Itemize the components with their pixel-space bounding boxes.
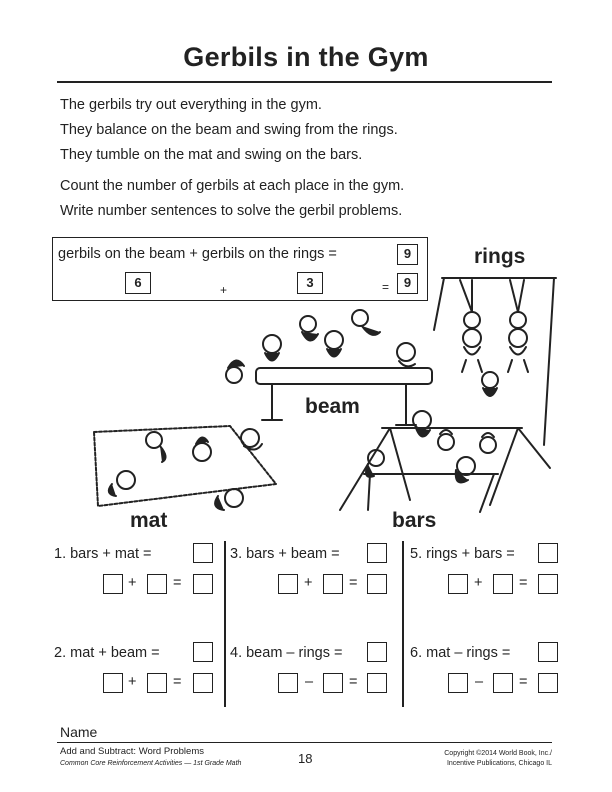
operator-sign: +	[128, 575, 137, 591]
gerbil-bars-3	[438, 430, 454, 450]
instruction-line: Count the number of gerbils at each place in the gym.	[60, 178, 405, 194]
instruction-line: Write number sentences to solve the gerbil problems.	[60, 203, 403, 219]
operator-sign: +	[474, 575, 483, 591]
gerbil-rings-2	[508, 329, 528, 372]
operator-sign: +	[304, 575, 313, 591]
gerbil-beam-1	[263, 335, 281, 361]
answer-box[interactable]	[448, 574, 468, 594]
gerbil-mat-2	[193, 437, 211, 461]
beam-label: beam	[305, 395, 360, 418]
answer-box[interactable]	[103, 673, 123, 693]
answer-box[interactable]	[323, 574, 343, 594]
gerbil-mat-3	[241, 429, 262, 450]
equals-sign: =	[173, 575, 182, 591]
footer-topic: Add and Subtract: Word Problems	[60, 746, 204, 757]
footer-publisher: Incentive Publications, Chicago IL	[446, 760, 552, 767]
answer-box[interactable]	[147, 673, 167, 693]
equals-sign: =	[349, 575, 358, 591]
problem-label: 3. bars + beam =	[230, 546, 340, 562]
gerbil-mat-5	[215, 489, 243, 510]
intro-line: They balance on the beam and swing from the rings.	[60, 122, 398, 138]
page-number: 18	[298, 751, 313, 766]
gerbil-bars-1	[413, 411, 431, 437]
column-divider	[224, 541, 226, 707]
answer-box[interactable]	[193, 574, 213, 594]
answer-box[interactable]	[493, 574, 513, 594]
problem-label: 4. beam – rings =	[230, 645, 343, 661]
intro-line: They tumble on the mat and swing on the bars.	[60, 147, 363, 163]
operator-sign: –	[475, 674, 484, 690]
example-addend1-box: 6	[125, 272, 151, 294]
answer-box[interactable]	[147, 574, 167, 594]
gerbil-rings-3	[482, 372, 498, 396]
operator-sign: +	[128, 674, 137, 690]
equals-sign: =	[519, 575, 528, 591]
example-plus: +	[220, 283, 228, 297]
rings-frame	[434, 278, 556, 445]
equals-sign: =	[349, 674, 358, 690]
example-addend2-box: 3	[297, 272, 323, 294]
name-label: Name	[60, 724, 98, 740]
answer-box[interactable]	[323, 673, 343, 693]
example-equals: =	[382, 280, 390, 294]
problem-label: 6. mat – rings =	[410, 645, 511, 661]
problem-label: 5. rings + bars =	[410, 546, 515, 562]
answer-box[interactable]	[278, 673, 298, 693]
parallel-bars	[340, 428, 550, 512]
answer-box[interactable]	[493, 673, 513, 693]
example-sentence: gerbils on the beam + gerbils on the rings =	[58, 246, 337, 262]
column-divider	[402, 541, 404, 707]
gerbil-rings-1	[462, 329, 482, 372]
answer-box[interactable]	[193, 543, 213, 563]
answer-box[interactable]	[367, 673, 387, 693]
problem-label: 1. bars + mat =	[54, 546, 152, 562]
equals-sign: =	[519, 674, 528, 690]
gerbil-mat-1	[146, 432, 166, 462]
answer-box[interactable]	[538, 574, 558, 594]
mat-label: mat	[130, 509, 168, 532]
answer-box[interactable]	[278, 574, 298, 594]
gerbil-beam-3	[300, 316, 318, 341]
gerbil-beam-2	[226, 360, 244, 383]
tumbling-mat	[94, 426, 276, 506]
gerbil-beam-4	[325, 331, 343, 357]
answer-box[interactable]	[193, 642, 213, 662]
answer-box[interactable]	[367, 574, 387, 594]
rings-label: rings	[474, 245, 526, 268]
operator-sign: –	[305, 674, 314, 690]
page-title: Gerbils in the Gym	[183, 42, 429, 72]
answer-box[interactable]	[367, 642, 387, 662]
name-line[interactable]	[57, 742, 552, 743]
answer-box[interactable]	[538, 673, 558, 693]
example-total-box: 9	[397, 244, 418, 265]
answer-box[interactable]	[103, 574, 123, 594]
example-result-box: 9	[397, 273, 418, 294]
answer-box[interactable]	[538, 543, 558, 563]
gerbil-beam-5	[352, 310, 380, 335]
intro-paragraph	[60, 93, 398, 168]
gerbil-bars-5	[456, 457, 475, 482]
answer-box[interactable]	[538, 642, 558, 662]
gerbil-beam-6	[397, 343, 415, 366]
footer-copyright: Copyright ©2014 World Book, Inc./	[444, 750, 552, 757]
answer-box[interactable]	[193, 673, 213, 693]
gerbil-mat-4	[109, 471, 135, 496]
instructions-paragraph	[60, 174, 404, 224]
answer-box[interactable]	[448, 673, 468, 693]
gerbil-bars-4	[480, 433, 496, 453]
footer-series: Common Core Reinforcement Activities — 1st Grade Math	[60, 760, 242, 767]
bars-label: bars	[392, 509, 437, 532]
problem-label: 2. mat + beam =	[54, 645, 160, 661]
gym-illustration	[50, 240, 570, 540]
intro-line: The gerbils try out everything in the gym.	[60, 97, 322, 113]
equals-sign: =	[173, 674, 182, 690]
answer-box[interactable]	[367, 543, 387, 563]
title-rule	[57, 81, 552, 83]
